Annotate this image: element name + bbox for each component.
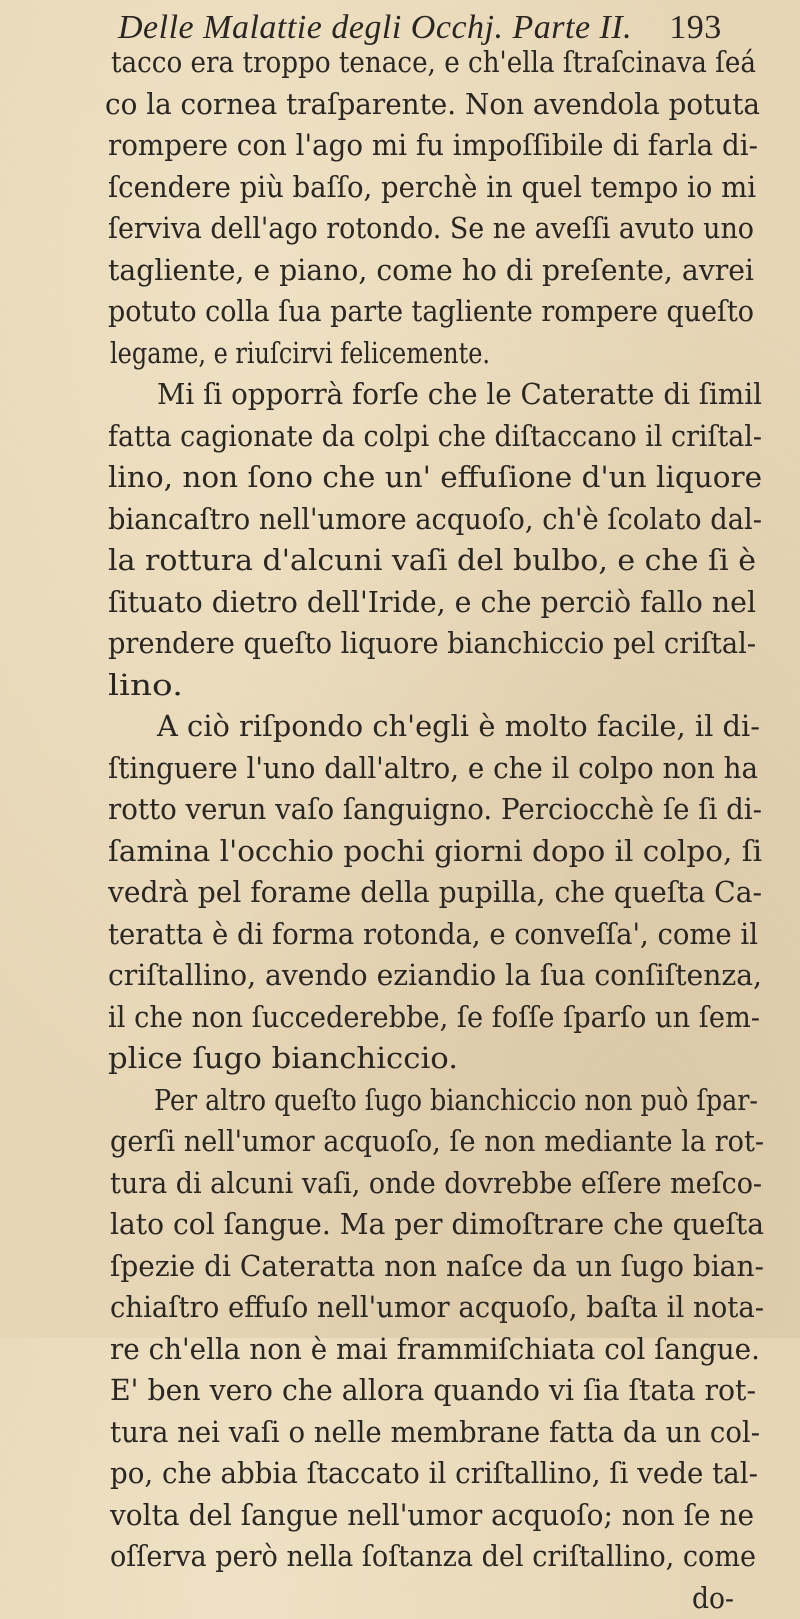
body-text — [0, 42, 800, 1619]
text-line-content: plice ſugo bianchiccio. — [108, 1038, 458, 1080]
text-line — [0, 997, 800, 1039]
text-line-content: volta del ſangue nell'umor acquoſo; non ſe ne — [110, 1495, 754, 1537]
text-line-content: lino, non ſono che un' effuſione d'un liquore — [108, 457, 762, 499]
text-line-content: rotto verun vaſo ſanguigno. Perciocchè ſe ſi di- — [108, 789, 762, 831]
text-line — [0, 1287, 800, 1329]
text-line — [0, 748, 800, 790]
text-line — [0, 1329, 800, 1371]
text-line — [0, 914, 800, 956]
page-number: 193 — [669, 9, 722, 46]
text-line — [0, 706, 800, 748]
text-line — [0, 1412, 800, 1454]
text-line — [0, 1246, 800, 1288]
text-line-content: ſcendere più baſſo, perchè in quel tempo io mi — [108, 167, 756, 209]
text-line — [0, 1495, 800, 1537]
text-line — [0, 1204, 800, 1246]
text-line — [0, 457, 800, 499]
text-line-content: potuto colla ſua parte tagliente rompere queſto — [108, 291, 754, 333]
text-line — [0, 416, 800, 458]
text-line — [0, 665, 800, 707]
text-line-content: gerſi nell'umor acquoſo, ſe non mediante la rot- — [110, 1121, 764, 1163]
text-line-content: tacco era troppo tenace, e ch'ella ſtraſcinava ſeá — [111, 42, 756, 84]
text-line-content: Mi ſi opporrà forſe che le Cateratte di ſimil — [157, 374, 762, 416]
text-line — [0, 208, 800, 250]
text-line-content: la rottura d'alcuni vaſi del bulbo, e che ſi è — [108, 540, 756, 582]
text-line — [0, 1453, 800, 1495]
text-line — [0, 789, 800, 831]
running-title: Delle Malattie degli Occhj. Parte II. — [118, 9, 632, 46]
text-line-content: teratta è di forma rotonda, e conveſſa', come il — [108, 914, 758, 956]
text-line — [0, 1038, 800, 1080]
text-line-content: criſtallino, avendo eziandio la ſua conſiſtenza, — [108, 955, 762, 997]
text-line-content: po, che abbia ſtaccato il criſtallino, ſi vede tal- — [110, 1453, 758, 1495]
text-line-content: biancaſtro nell'umore acquoſo, ch'è ſcolato dal- — [108, 499, 762, 541]
text-line — [0, 167, 800, 209]
text-line-content: re ch'ella non è mai frammiſchiata col ſangue. — [110, 1329, 760, 1371]
text-line — [0, 125, 800, 167]
text-line-content: il che non ſuccederebbe, ſe foſſe ſparſo un ſem- — [108, 997, 760, 1039]
text-line — [0, 955, 800, 997]
text-line-content: fatta cagionate da colpi che diſtaccano il criſtal- — [108, 416, 762, 458]
text-line — [0, 540, 800, 582]
text-line-content: lino. — [108, 665, 183, 707]
text-line — [0, 42, 800, 84]
text-line — [0, 291, 800, 333]
text-line — [0, 1121, 800, 1163]
text-line — [0, 623, 800, 665]
text-line — [0, 1578, 800, 1619]
text-line-content: ſerviva dell'ago rotondo. Se ne aveſſi avuto uno — [108, 208, 754, 250]
text-line-content: tagliente, e piano, come ho di preſente, avrei — [108, 250, 754, 292]
text-line-content: E' ben vero che allora quando vi ſia ſtata rot- — [110, 1370, 756, 1412]
text-line — [0, 499, 800, 541]
text-line-content: do- — [692, 1578, 734, 1619]
text-line — [0, 1163, 800, 1205]
text-line-content: ſamina l'occhio pochi giorni dopo il colpo, ſi — [108, 831, 762, 873]
text-line — [0, 374, 800, 416]
text-line — [0, 831, 800, 873]
text-line-content: ſpezie di Cateratta non naſce da un ſugo bian- — [110, 1246, 764, 1288]
text-line-content: chiaſtro effuſo nell'umor acquoſo, baſta il nota- — [110, 1287, 764, 1329]
text-line-content: Per altro queſto ſugo bianchiccio non può ſpar- — [154, 1080, 758, 1122]
text-line-content: tura di alcuni vaſi, onde dovrebbe eſſere meſco- — [110, 1163, 762, 1205]
text-line-content: co la cornea traſparente. Non avendola potuta — [105, 84, 760, 126]
text-line-content: rompere con l'ago mi fu impoſſibile di farla di- — [108, 125, 758, 167]
text-line — [0, 1536, 800, 1578]
text-line — [0, 333, 800, 375]
text-line — [0, 1370, 800, 1412]
text-line-content: legame, e riuſcirvi felicemente. — [110, 333, 490, 375]
text-line — [0, 872, 800, 914]
text-line — [0, 582, 800, 624]
text-line-content: prendere queſto liquore bianchiccio pel criſtal- — [108, 623, 756, 665]
text-line — [0, 250, 800, 292]
text-line-content: tura nei vaſi o nelle membrane fatta da un col- — [110, 1412, 760, 1454]
text-line-content: oſſerva però nella ſoſtanza del criſtallino, come — [110, 1536, 756, 1578]
text-line — [0, 1080, 800, 1122]
text-line-content: A ciò riſpondo ch'egli è molto facile, il di- — [157, 706, 760, 748]
text-line — [0, 84, 800, 126]
text-line-content: ſituato dietro dell'Iride, e che perciò fallo nel — [108, 582, 756, 624]
text-line-content: vedrà pel forame della pupilla, che queſta Ca- — [108, 872, 762, 914]
text-line-content: ſtinguere l'uno dall'altro, e che il colpo non ha — [108, 748, 758, 790]
text-line-content: lato col ſangue. Ma per dimoſtrare che queſta — [110, 1204, 764, 1246]
